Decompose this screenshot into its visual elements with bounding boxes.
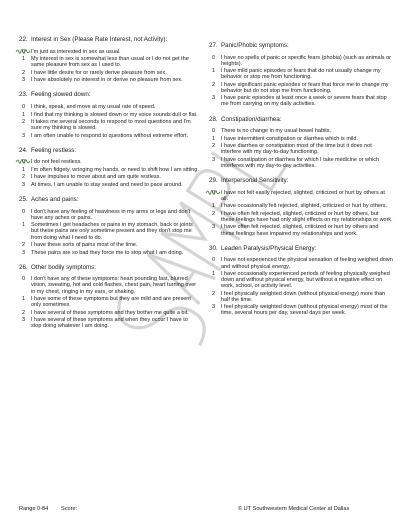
option-text: There is no change in my usual bowel habits.: [221, 128, 332, 135]
option-number: 2: [22, 174, 26, 181]
answer-option[interactable]: [209, 190, 393, 202]
answer-option[interactable]: [19, 112, 199, 118]
option-number: 0: [212, 189, 216, 196]
option-number: 1: [22, 296, 26, 303]
option-text: I'm often fidgety, wringing my hands, or need to shift how I am sitting.: [31, 166, 199, 173]
answer-option[interactable]: [19, 133, 199, 139]
option-number: 3: [22, 249, 26, 256]
question-number: 30.: [209, 244, 218, 252]
question-text: Other bodily symptoms:: [31, 263, 96, 271]
option-text: I have several of these symptoms and they bother me quite a bit.: [31, 309, 189, 316]
answer-option[interactable]: [209, 128, 393, 134]
answer-option[interactable]: [19, 167, 199, 173]
option-text: I have these sorts of pains most of the time.: [31, 242, 138, 249]
option-number: 2: [22, 69, 26, 76]
answer-option[interactable]: [209, 291, 393, 303]
option-number: 3: [212, 156, 216, 163]
option-text: I have no spells of panic or specific fears (phobia) (such as animals or heights).: [221, 54, 391, 67]
option-number: 0: [22, 159, 26, 166]
option-text: I feel physically weighted down (without physical energy) most of the time, several hours per day, several days per week.: [221, 304, 388, 317]
question-text: Leaden Paralysis/Physical Energy:: [221, 244, 317, 252]
answer-option[interactable]: [19, 296, 199, 308]
option-number: 3: [212, 95, 216, 102]
option-text: I have often felt rejected, slighted, criticized or hurt by others and these feelings have impaired my relationships and work.: [221, 224, 379, 237]
answer-option[interactable]: [209, 211, 393, 223]
option-number: 0: [22, 48, 26, 55]
pen-mark-icon: [15, 158, 31, 164]
answer-option[interactable]: [209, 157, 393, 169]
option-number: 2: [212, 143, 216, 150]
option-number: 0: [22, 104, 26, 111]
option-number: 2: [212, 81, 216, 88]
answer-option[interactable]: [209, 95, 393, 107]
option-number: 0: [212, 128, 216, 135]
question-text: Interest in Sex (Please Rate Interest, not Activity):: [31, 36, 168, 43]
question-block: [19, 196, 199, 255]
question-title: [209, 177, 393, 184]
option-text: I am often unable to respond to questions without extreme effort.: [31, 132, 189, 139]
question-number: 29.: [209, 177, 218, 185]
option-text: I have mild panic episodes or fears that do not usually change my behavior or stop me from functioning.: [221, 68, 381, 81]
question-number: 27.: [209, 42, 218, 49]
option-number: 3: [22, 132, 26, 139]
question-text: Panic/Phobic symptoms:: [221, 42, 289, 49]
question-block: [19, 147, 199, 188]
option-text: At times, I am unable to stay seated and need to pace around.: [31, 181, 183, 188]
question-title: [209, 116, 393, 123]
option-text: These pains are so bad they force me to stop what I am doing.: [31, 249, 184, 256]
question-text: Aches and pains:: [31, 196, 79, 204]
question-text: Interpersonal Sensitivity:: [221, 177, 289, 185]
option-text: I think, speak, and move at my usual rate of speed.: [31, 104, 156, 111]
option-text: I do not feel restless.: [31, 159, 82, 166]
answer-option[interactable]: [209, 55, 393, 67]
answer-option[interactable]: [209, 136, 393, 142]
question-title: [19, 91, 199, 98]
option-text: I don't have any of these symptoms: heart pounding fast, blurred vision, sweating, hot and cold flashes, chest pain, heart turning over in my chest, ringing in my ears, or shaking.: [31, 276, 197, 295]
option-text: I have not felt easily rejected, slighted, criticized or hurt by others at all.: [221, 189, 385, 202]
question-title: [19, 196, 199, 203]
option-text: I have occasionally experienced periods of feeling physically weighed down and without physical energy, but without a negative effect on work, school, or activity level.: [221, 271, 390, 290]
answer-option[interactable]: [209, 257, 393, 269]
question-block: [209, 177, 393, 236]
answer-option[interactable]: [209, 143, 393, 155]
option-text: I have constipation or diarrhea for which I take medicine or which interferes with my day-to-day activities.: [221, 156, 380, 169]
answer-option[interactable]: [19, 49, 199, 55]
question-title: [19, 36, 199, 43]
question-text: Feeling slowed down:: [31, 91, 91, 99]
option-text: My interest in sex is somewhat less than usual or I do not get the same pleasure from sex as I used to.: [31, 56, 189, 69]
answer-option[interactable]: [209, 82, 393, 94]
option-text: I find that my thinking is slowed down or my voice sounds dull or flat.: [31, 111, 198, 118]
option-text: I feel physically weighted down (without physical energy) more than half the time.: [221, 290, 386, 303]
answer-option[interactable]: [209, 304, 393, 316]
option-number: 0: [22, 276, 26, 283]
option-number: 2: [212, 290, 216, 297]
option-number: 1: [22, 222, 26, 229]
answer-option[interactable]: [19, 159, 199, 165]
copyright-notice: © UT Southwestern Medical Center at Dallas: [238, 506, 350, 512]
option-number: 2: [22, 309, 26, 316]
answer-option[interactable]: [19, 317, 199, 329]
pen-mark-icon: [15, 48, 31, 54]
question-block: [209, 116, 393, 169]
option-text: I have absolutely no interest in or derive no pleasure from sex.: [31, 77, 183, 84]
option-number: 3: [22, 181, 26, 188]
option-text: I have impulses to move about and am quite restless.: [31, 174, 161, 181]
option-text: I have panic episodes at least once a week or severe fears that stop me from carrying on my daily activities.: [221, 95, 387, 108]
question-block: [209, 245, 393, 317]
question-number: 25.: [19, 196, 28, 204]
option-text: I have significant panic episodes or fears that force me to change my behavior but do not stop me from functioning.: [221, 81, 389, 94]
option-number: 2: [22, 118, 26, 125]
pen-mark-icon: [205, 189, 221, 195]
option-text: I have some of these symptoms but they are mild and are present only sometimes.: [31, 296, 191, 309]
answer-option[interactable]: [209, 203, 393, 209]
right-column: [209, 42, 393, 325]
question-number: 28.: [209, 115, 218, 123]
option-number: 1: [212, 135, 216, 142]
option-number: 3: [212, 224, 216, 231]
answer-option[interactable]: [19, 77, 199, 83]
option-number: 0: [212, 54, 216, 61]
question-text: Feeling restless:: [31, 146, 77, 154]
question-block: [19, 36, 199, 83]
question-number: 22.: [19, 36, 28, 43]
question-title: [19, 147, 199, 154]
option-number: 0: [212, 257, 216, 264]
option-text: It takes me several seconds to respond to most questions and I'm sure my thinking is slowed.: [31, 118, 191, 132]
option-text: I have intermittent constipation or diarrhea which is mild.: [221, 135, 358, 142]
option-text: I have several of these symptoms and when they occur I have to stop doing whatever I am doing.: [31, 317, 188, 330]
option-number: 1: [22, 56, 26, 63]
option-number: 1: [22, 111, 26, 118]
question-title: [209, 245, 393, 252]
option-text: Sometimes I get headaches or pains in my stomach, back or joints but these pains are only sometime present and they don't stop me from doing what I need to do.: [31, 222, 193, 241]
question-block: [209, 42, 393, 108]
answer-option[interactable]: [19, 222, 199, 240]
option-number: 1: [212, 203, 216, 210]
answer-option[interactable]: [19, 119, 199, 131]
option-number: 2: [22, 242, 26, 249]
option-number: 1: [212, 271, 216, 277]
answer-option[interactable]: [19, 276, 199, 294]
question-title: [19, 264, 199, 271]
question-block: [19, 264, 199, 330]
option-text: I have often felt rejected, slighted, criticized or hurt by others, but these feelings have had only slight effects on my relationships or work.: [221, 210, 393, 223]
option-text: I have occasionally felt rejected, slighted, criticized or hurt by others.: [221, 203, 387, 210]
answer-option[interactable]: [19, 182, 199, 188]
option-text: I have diarrhea or constipation most of the time but it does not interfere with my day-to-day functioning.: [221, 143, 372, 156]
question-block: [19, 91, 199, 138]
question-number: 23.: [19, 91, 28, 99]
answer-option[interactable]: [19, 56, 199, 68]
answer-option[interactable]: [209, 68, 393, 80]
answer-option[interactable]: [19, 209, 199, 221]
answer-option[interactable]: [19, 174, 199, 180]
question-title: [209, 42, 393, 49]
option-text: I have not experienced the physical sensation of feeling weighed down and without physical energy.: [221, 257, 393, 270]
answer-option[interactable]: [19, 242, 199, 248]
range-label: Range 0-84: [19, 506, 49, 512]
option-number: 3: [212, 304, 216, 311]
option-number: 2: [212, 210, 216, 217]
option-number: 0: [22, 208, 26, 215]
score-label: Score:: [61, 506, 78, 512]
answer-option[interactable]: [19, 310, 199, 316]
answer-option[interactable]: [19, 70, 199, 76]
option-number: 1: [22, 166, 26, 173]
option-text: I have little desire for or rarely derive pleasure from sex.: [31, 69, 167, 76]
option-number: 3: [22, 77, 26, 84]
answer-option[interactable]: [19, 104, 199, 110]
answer-option[interactable]: [209, 271, 393, 289]
question-text: Constipation/diarrhea:: [221, 115, 282, 123]
option-number: 3: [22, 317, 26, 324]
option-number: 1: [212, 68, 216, 75]
answer-option[interactable]: [19, 250, 199, 256]
option-text: I don't have any feeling of heaviness in my arms or legs and don't have any aches or pains.: [31, 208, 191, 221]
left-column: [19, 36, 199, 337]
question-number: 26.: [19, 263, 28, 271]
option-text: I'm just as interested in sex as usual.: [31, 48, 121, 55]
answer-option[interactable]: [209, 224, 393, 236]
question-number: 24.: [19, 146, 28, 154]
